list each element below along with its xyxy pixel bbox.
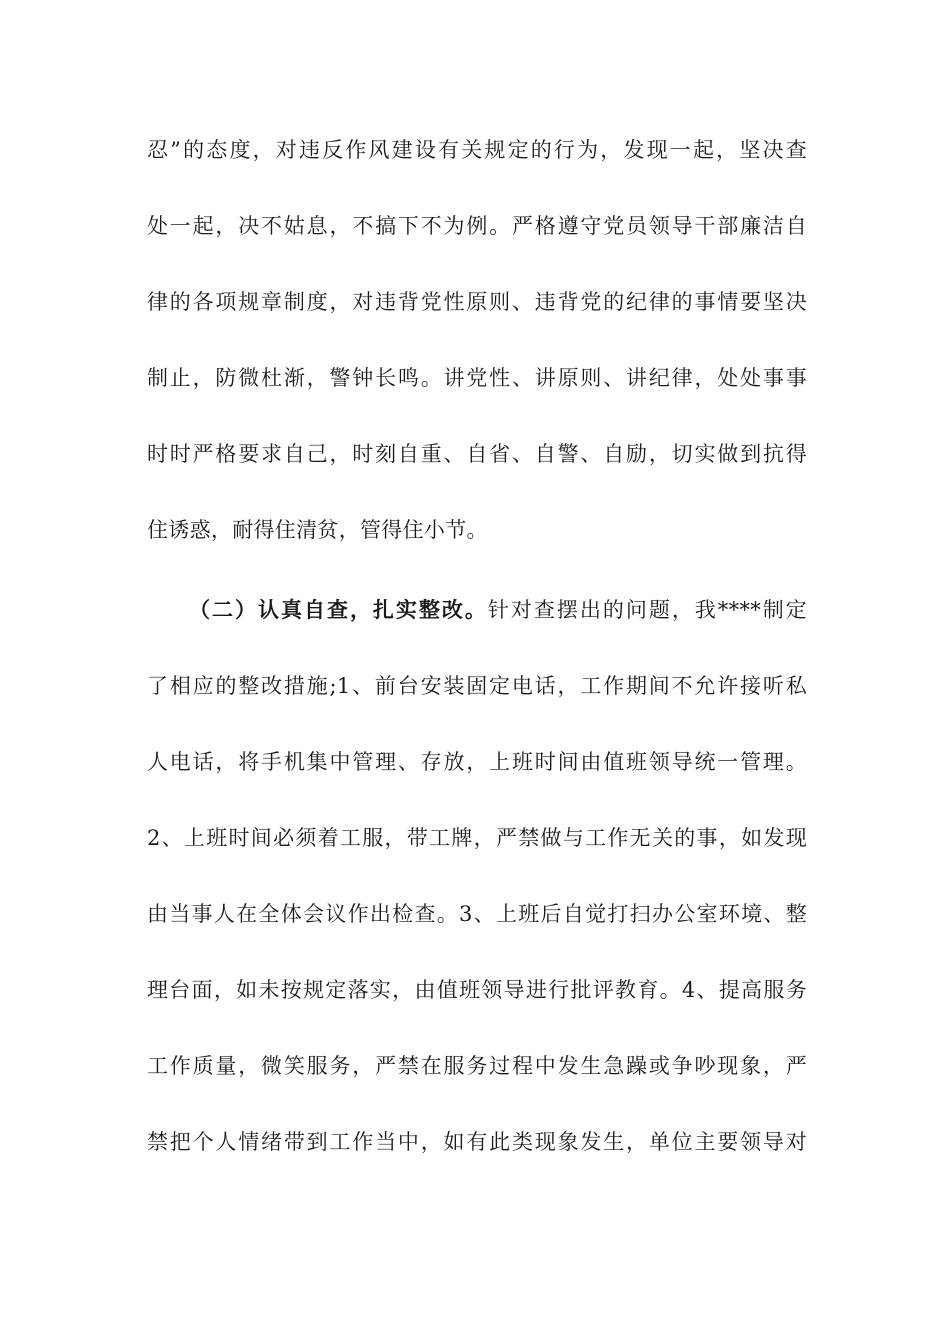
paragraph-line: 制止，防微杜渐，警钟长鸣。讲党性、讲原则、讲纪律，处处事事 (147, 366, 807, 390)
section-first-line (189, 590, 807, 630)
paragraph-line: 2、上班时间必须着工服，带工牌，严禁做与工作无关的事，如发现 (147, 826, 807, 850)
paragraph-line: 由当事人在全体会议作出检查。3、上班后自觉打扫办公室环境、整 (147, 902, 807, 926)
paragraph-line: 人电话，将手机集中管理、存放，上班时间由值班领导统一管理。 (147, 750, 807, 774)
paragraph-line: 工作质量，微笑服务，严禁在服务过程中发生急躁或争吵现象，严 (147, 1054, 807, 1078)
paragraph-line: 时时严格要求自己，时刻自重、自省、自警、自励，切实做到抗得 (147, 442, 807, 466)
paragraph-line: 理台面，如未按规定落实，由值班领导进行批评教育。4、提高服务 (147, 978, 807, 1002)
paragraph-line: 了相应的整改措施;1、前台安装固定电话，工作期间不允许接听私 (147, 674, 807, 698)
paragraph-line: 禁把个人情绪带到工作当中，如有此类现象发生，单位主要领导对 (147, 1130, 807, 1154)
paragraph-line: 忍”的态度，对违反作风建设有关规定的行为，发现一起，坚决查 (147, 138, 807, 162)
paragraph-line: 律的各项规章制度，对违背党性原则、违背党的纪律的事情要坚决 (147, 290, 807, 314)
section-heading-continuation: 针对查摆出的问题，我****制定 (487, 598, 807, 622)
paragraph-line: 处一起，决不姑息，不搞下不为例。严格遵守党员领导干部廉洁自 (147, 214, 807, 238)
paragraph-line: 住诱惑，耐得住清贫，管得住小节。 (147, 518, 488, 542)
section-heading: （二）认真自查，扎实整改。 (189, 597, 488, 622)
